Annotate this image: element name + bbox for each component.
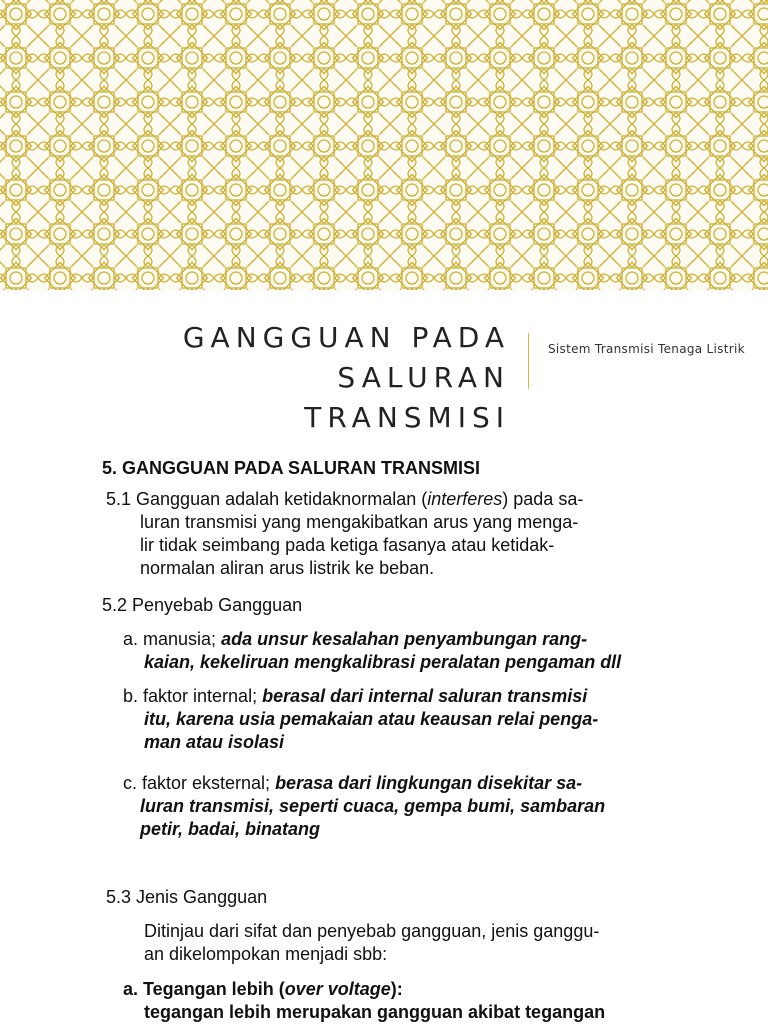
section-5-1-text: 5.1 Gangguan adalah ketidaknormalan ( (106, 489, 428, 509)
slide-subtitle: Sistem Transmisi Tenaga Listrik (548, 342, 745, 356)
section-5-1-line-2: luran transmisi yang mengakibatkan arus yang menga- (140, 512, 579, 532)
cause-item-c-line-3: petir, badai, binatang (140, 819, 321, 839)
cause-item-a (123, 628, 621, 674)
fault-type-a-label-tail: ): (390, 979, 403, 999)
slide-title-line-2: TRANSMISI (304, 401, 510, 434)
slide-title (0, 318, 510, 438)
decorative-pattern-banner (0, 0, 768, 290)
section-heading: 5. GANGGUAN PADA SALURAN TRANSMISI (102, 458, 481, 478)
section-5-3-intro (144, 920, 599, 966)
cause-item-a-line-2: kaian, kekeliruan mengkalibrasi peralatan pengaman dll (144, 652, 622, 672)
section-5-1-line-3: lir tidak seimbang pada ketiga fasanya atau ketidak- (140, 535, 555, 555)
section-5-1-line-1 (106, 488, 583, 511)
cause-item-c (123, 772, 605, 841)
fault-type-a-line-1 (123, 978, 605, 1001)
section-5-1-line-4: normalan aliran arus listrik ke beban. (140, 558, 435, 578)
fault-type-a-line-2: tegangan lebih merupakan gangguan akibat tegangan (144, 1002, 606, 1022)
cause-item-c-line-1 (123, 772, 605, 795)
cause-item-a-label: a. manusia; (123, 629, 222, 649)
section-5-1-text-tail: ) pada sa- (502, 489, 584, 509)
title-divider (528, 333, 529, 389)
section-5-3-heading: 5.3 Jenis Gangguan (106, 887, 268, 907)
cause-item-b-line-2: itu, karena usia pemakaian atau keausan relai penga- (144, 709, 599, 729)
cause-item-c-desc: berasa dari lingkungan disekitar sa- (275, 773, 583, 793)
section-5-3-intro-line-1: Ditinjau dari sifat dan penyebab gangguan, jenis ganggu- (144, 921, 600, 941)
slide-title-line-1: GANGGUAN PADA SALURAN (182, 321, 510, 394)
fault-type-a-label: a. Tegangan lebih ( (123, 979, 285, 999)
fault-type-a (123, 978, 605, 1024)
cause-item-b-line-3: man atau isolasi (144, 732, 285, 752)
cause-item-b-label: b. faktor internal; (123, 686, 263, 706)
section-5-2-heading: 5.2 Penyebab Gangguan (102, 595, 303, 615)
section-5-1 (106, 488, 583, 580)
section-5-1-term: interferes (427, 489, 503, 509)
cause-item-a-line-1 (123, 628, 621, 651)
cause-item-b-desc: berasal dari internal saluran transmisi (262, 686, 588, 706)
cause-item-c-line-2: luran transmisi, seperti cuaca, gempa bumi, sambaran (140, 796, 606, 816)
section-5-3-intro-line-2: an dikelompokan menjadi sbb: (144, 944, 388, 964)
cause-item-b (123, 685, 598, 754)
cause-item-c-label: c. faktor eksternal; (123, 773, 276, 793)
fault-type-a-term: over voltage (284, 979, 391, 999)
cause-item-b-line-1 (123, 685, 598, 708)
cause-item-a-desc: ada unsur kesalahan penyambungan rang- (221, 629, 588, 649)
